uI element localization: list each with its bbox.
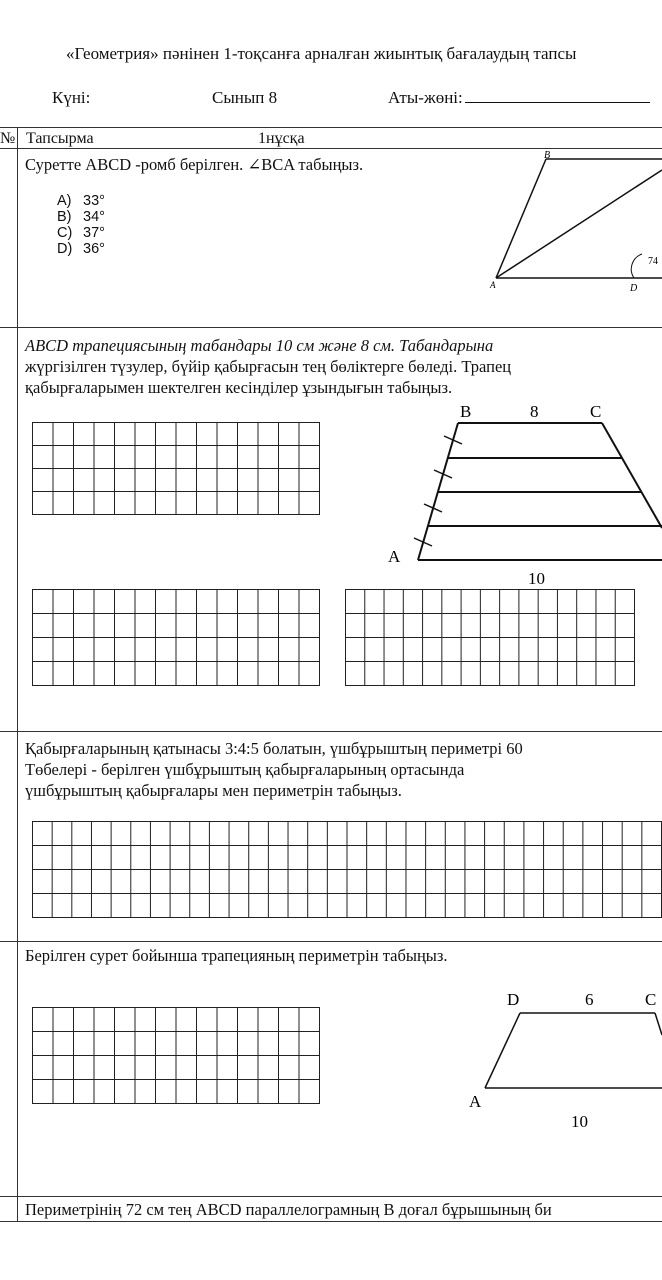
name-underline[interactable] xyxy=(465,88,650,103)
label-d: D xyxy=(507,990,520,1009)
task1-options xyxy=(57,193,105,257)
rhombus-figure xyxy=(480,150,662,296)
table-top-border xyxy=(0,127,662,128)
side-cb xyxy=(655,1013,662,1035)
header-variant: 1нұсқа xyxy=(258,130,305,147)
side-ad xyxy=(485,1013,520,1088)
label-a: A xyxy=(469,1092,482,1111)
task2-line-3: қабырғаларымен шектелген кесінділер ұзындығын табыңыз. xyxy=(25,378,453,397)
label-top: 6 xyxy=(585,990,594,1009)
row-border-2 xyxy=(0,731,662,732)
row-border-1 xyxy=(0,327,662,328)
class-label: Сынып 8 xyxy=(212,88,278,107)
label-a: A xyxy=(490,280,496,290)
row-border-4 xyxy=(0,1196,662,1197)
answer-grid-3[interactable] xyxy=(345,589,635,686)
label-top: 8 xyxy=(530,402,539,421)
column-divider xyxy=(17,127,18,1221)
trapezoid-figure-1 xyxy=(380,400,662,590)
option-d[interactable]: D) 36° xyxy=(57,241,105,257)
header-task: Тапсырма xyxy=(26,130,94,147)
header-row-border xyxy=(0,148,662,149)
task2-line-2: жүргізілген түзулер, бүйір қабырғасын тең бөліктерге бөледі. Трапец xyxy=(25,357,512,376)
table-bottom-border xyxy=(0,1221,662,1222)
answer-grid-1[interactable] xyxy=(32,422,320,515)
diagonal-ac xyxy=(496,170,662,278)
name-field[interactable] xyxy=(388,88,650,108)
label-bottom: 10 xyxy=(528,569,545,588)
date-label: Күні: xyxy=(52,88,91,107)
trapezoid-figure-2 xyxy=(465,985,662,1135)
label-d: D xyxy=(630,283,638,294)
task5-text: Периметрінің 72 см тең ABCD параллелограмның B доғал бұрышының би xyxy=(25,1200,552,1219)
page-title: «Геометрия» пәнінен 1-тоқсанға арналған жиынтық бағалаудың тапсы xyxy=(66,44,577,63)
angle-label: 74 xyxy=(648,256,658,267)
label-b: B xyxy=(544,150,551,161)
option-a[interactable]: A) 33° xyxy=(57,193,105,209)
task3-line-2: Төбелері - берілген үшбұрыштың қабырғаларының ортасында xyxy=(25,760,465,779)
row-border-3 xyxy=(0,941,662,942)
answer-grid-4[interactable] xyxy=(32,821,662,918)
task1-text: Суретте ABCD -ромб берілген. ∠BCA табыңыз. xyxy=(25,155,364,174)
task3-line-3: үшбұрыштың қабырғалары мен периметрін табыңыз. xyxy=(25,781,402,800)
name-label: Аты-жөні: xyxy=(388,88,463,107)
label-c: C xyxy=(590,402,602,421)
label-c: C xyxy=(645,990,657,1009)
label-b: B xyxy=(460,402,472,421)
side-ab xyxy=(496,159,546,278)
task3-line-1: Қабырғаларының қатынасы 3:4:5 болатын, үшбұрыштың периметрі 60 xyxy=(25,739,523,758)
option-c[interactable]: C) 37° xyxy=(57,225,105,241)
task4-text: Берілген сурет бойынша трапецияның периметрін табыңыз. xyxy=(25,946,448,965)
answer-grid-2[interactable] xyxy=(32,589,320,686)
task2-line-1: ABCD трапециясының табандары 10 см және 8 см. Табандарына xyxy=(25,336,494,355)
answer-grid-5[interactable] xyxy=(32,1007,320,1104)
label-bottom: 10 xyxy=(571,1112,588,1131)
option-b[interactable]: B) 34° xyxy=(57,209,105,225)
side-cd xyxy=(602,423,662,528)
angle-arc xyxy=(631,254,642,278)
header-num: № xyxy=(0,130,16,147)
label-a: A xyxy=(388,547,401,566)
